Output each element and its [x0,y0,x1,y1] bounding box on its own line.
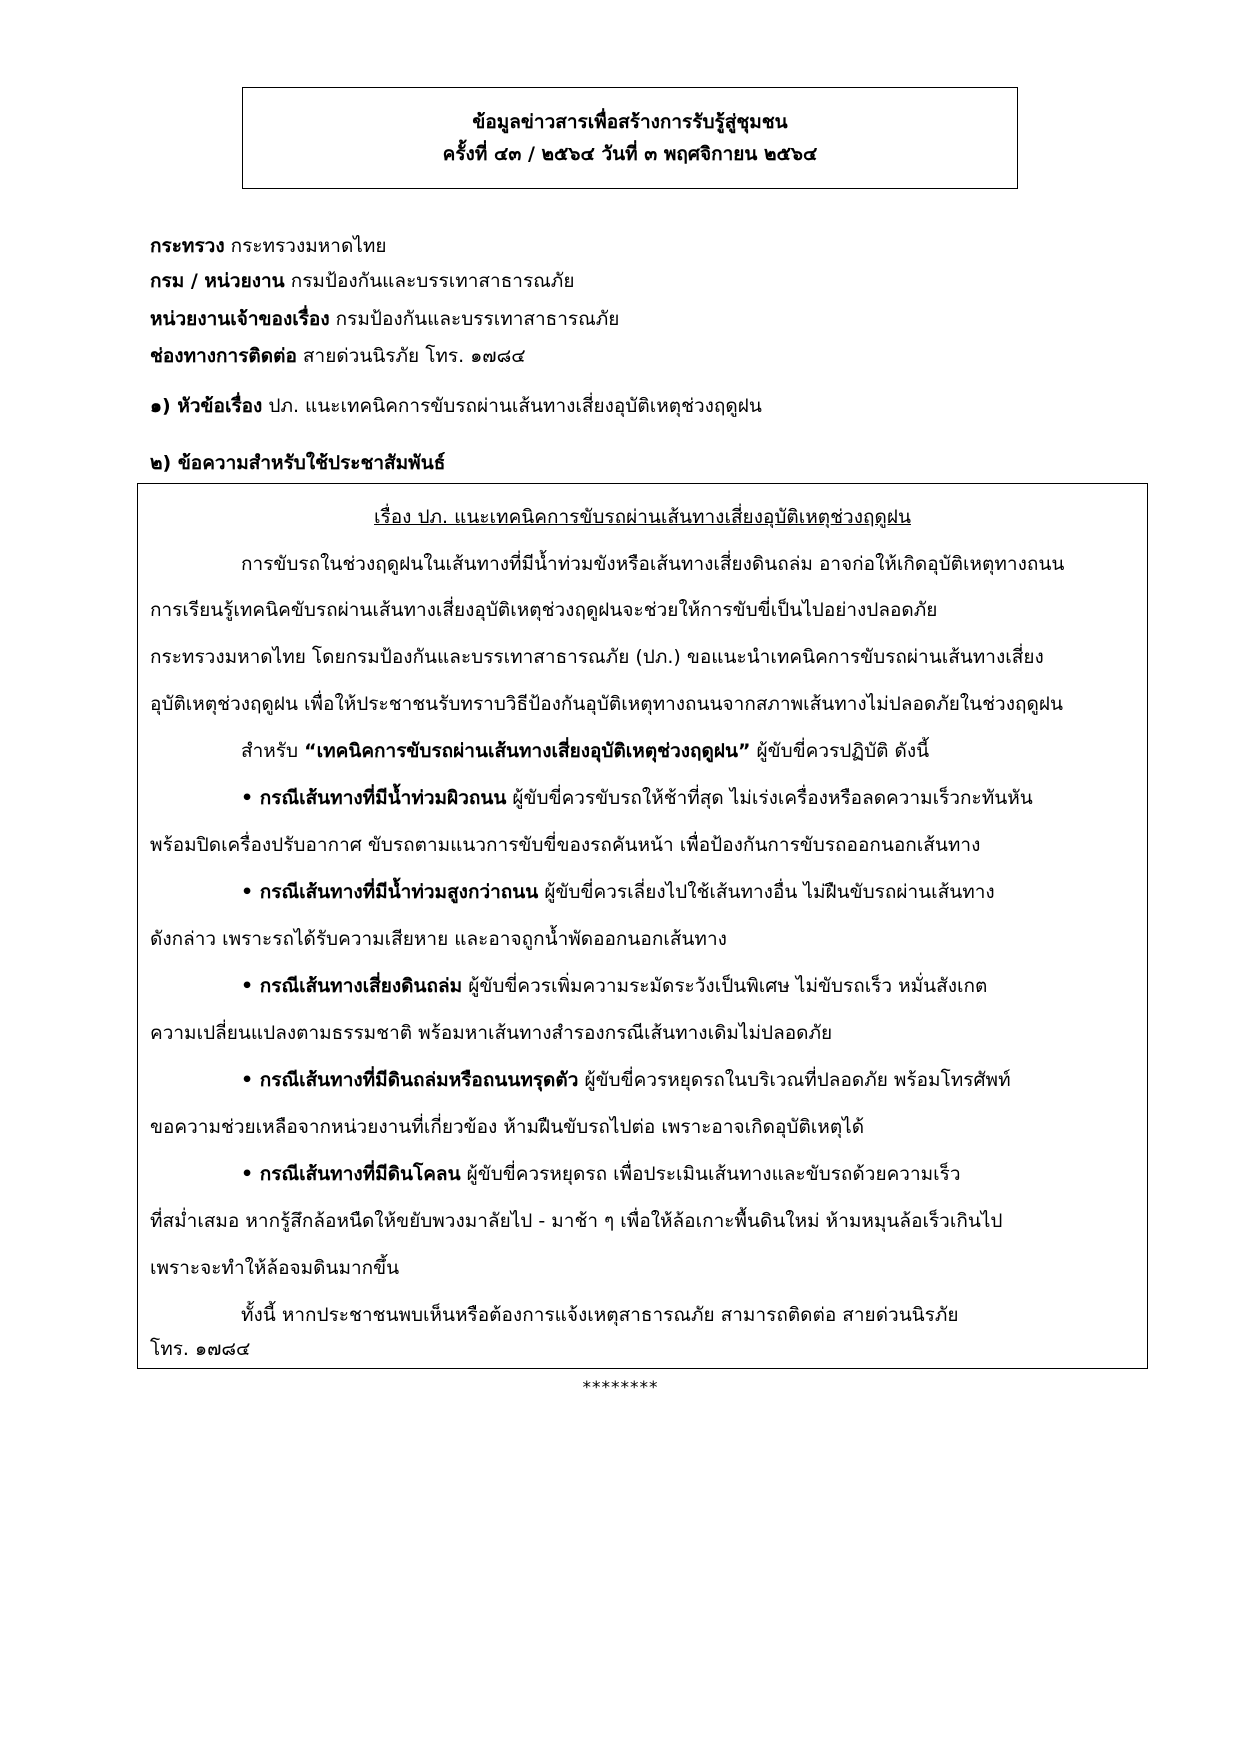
case-continuation: ขอความช่วยเหลือจากหน่วยงานที่เกี่ยวข้อง ห้ามฝืนขับรถไปต่อ เพราะอาจเกิดอุบัติเหตุได้ [150,1116,865,1138]
case-continuation: เพราะจะทำให้ล้อจมดินมากขึ้น [150,1257,400,1279]
case-continuation: ความเปลี่ยนแปลงตามธรรมชาติ พร้อมหาเส้นทางสำรองกรณีเส้นทางเดิมไม่ปลอดภัย [150,1022,833,1044]
department-label: กรม / หน่วยงาน [150,270,285,292]
meta-department [150,266,574,296]
case-title: • กรณีเส้นทางที่มีน้ำท่วมสูงกว่าถนน [241,881,539,903]
body-line: กระทรวงมหาดไทย โดยกรมป้องกันและบรรเทาสาธารณภัย (ปภ.) ขอแนะนำเทคนิคการขับรถผ่านเส้นทางเสี่ยง [150,646,1044,668]
closing-line: ทั้งนี้ หากประชาชนพบเห็นหรือต้องการแจ้งเหตุสาธารณภัย สามารถติดต่อ สายด่วนนิรภัย [241,1304,959,1326]
case-line [241,1159,961,1189]
owner-value: กรมป้องกันและบรรเทาสาธารณภัย [335,308,620,330]
case-title: • กรณีเส้นทางที่มีน้ำท่วมผิวถนน [241,787,507,809]
case-line [241,971,987,1001]
case-text: ผู้ขับขี่ควรหยุดรถ เพื่อประเมินเส้นทางและขับรถด้วยความเร็ว [466,1163,961,1185]
case-title: • กรณีเส้นทางที่มีดินถล่มหรือถนนทรุดตัว [241,1069,579,1091]
topic-label: ๑) หัวข้อเรื่อง [150,395,263,417]
pr-heading: เรื่อง ปภ. แนะเทคนิคการขับรถผ่านเส้นทางเสี่ยงอุบัติเหตุช่วงฤดูฝน [374,506,911,528]
department-value: กรมป้องกันและบรรเทาสาธารณภัย [290,270,575,292]
pr-content-box [137,483,1148,1369]
intro-line [241,736,929,766]
body-line: การเรียนรู้เทคนิคขับรถผ่านเส้นทางเสี่ยงอุบัติเหตุช่วงฤดูฝนจะช่วยให้การขับขี่เป็นไปอย่างปลอดภัย [150,599,938,621]
case-text: ผู้ขับขี่ควรขับรถให้ช้าที่สุด ไม่เร่งเครื่องหรือลดความเร็วกะทันหัน [512,787,1033,809]
intro-suffix: ผู้ขับขี่ควรปฏิบัติ ดังนี้ [756,740,930,762]
end-marker: ******** [582,1378,659,1398]
title-box [242,87,1018,189]
case-text: ผู้ขับขี่ควรหยุดรถในบริเวณที่ปลอดภัย พร้อมโทรศัพท์ [584,1069,1011,1091]
issue-date-line: ครั้งที่ ๔๓ / ๒๕๖๔ วันที่ ๓ พฤศจิกายน ๒๕๖๔ [442,143,818,165]
body-line: อุบัติเหตุช่วงฤดูฝน เพื่อให้ประชาชนรับทราบวิธีป้องกันอุบัติเหตุทางถนนจากสภาพเส้นทางไม่ปลอดภัยในช่วงฤดูฝน [150,693,1063,715]
meta-owner [150,304,619,334]
meta-contact [150,341,526,371]
document-title: ข้อมูลข่าวสารเพื่อสร้างการรับรู้สู่ชุมชน [472,111,788,133]
ministry-value: กระทรวงมหาดไทย [230,235,387,257]
case-continuation: ที่สม่ำเสมอ หากรู้สึกล้อหนืดให้ขยับพวงมาลัยไป - มาช้า ๆ เพื่อให้ล้อเกาะพื้นดินใหม่ ห้ามหมุนล้อเร็วเกินไป [150,1210,1003,1232]
case-line [241,1065,1011,1095]
case-title: • กรณีเส้นทางที่มีดินโคลน [241,1163,461,1185]
contact-label: ช่องทางการติดต่อ [150,345,297,367]
meta-topic [150,391,762,421]
pr-label: ๒) ข้อความสำหรับใช้ประชาสัมพันธ์ [150,452,446,474]
case-line [241,877,995,907]
case-text: ผู้ขับขี่ควรเลี่ยงไปใช้เส้นทางอื่น ไม่ฝืนขับรถผ่านเส้นทาง [544,881,995,903]
closing-line: โทร. ๑๗๘๔ [150,1338,251,1360]
intro-prefix: สำหรับ [241,740,299,762]
ministry-label: กระทรวง [150,235,225,257]
meta-pr-heading [150,448,445,478]
topic-value: ปภ. แนะเทคนิคการขับรถผ่านเส้นทางเสี่ยงอุบัติเหตุช่วงฤดูฝน [268,395,762,417]
case-text: ผู้ขับขี่ควรเพิ่มความระมัดระวังเป็นพิเศษ ไม่ขับรถเร็ว หมั่นสังเกต [468,975,988,997]
case-line [241,783,1033,813]
intro-bold: “เทคนิคการขับรถผ่านเส้นทางเสี่ยงอุบัติเหตุช่วงฤดูฝน” [304,740,751,762]
owner-label: หน่วยงานเจ้าของเรื่อง [150,308,330,330]
body-line: การขับรถในช่วงฤดูฝนในเส้นทางที่มีน้ำท่วมขังหรือเส้นทางเสี่ยงดินถล่ม อาจก่อให้เกิดอุบัติเหตุทางถนน [241,553,1065,575]
case-title: • กรณีเส้นทางเสี่ยงดินถล่ม [241,975,463,997]
meta-ministry [150,231,387,261]
case-continuation: พร้อมปิดเครื่องปรับอากาศ ขับรถตามแนวการขับขี่ของรถคันหน้า เพื่อป้องกันการขับรถออกนอกเส้นทาง [150,834,981,856]
contact-value: สายด่วนนิรภัย โทร. ๑๗๘๔ [302,345,526,367]
case-continuation: ดังกล่าว เพราะรถได้รับความเสียหาย และอาจถูกน้ำพัดออกนอกเส้นทาง [150,928,727,950]
